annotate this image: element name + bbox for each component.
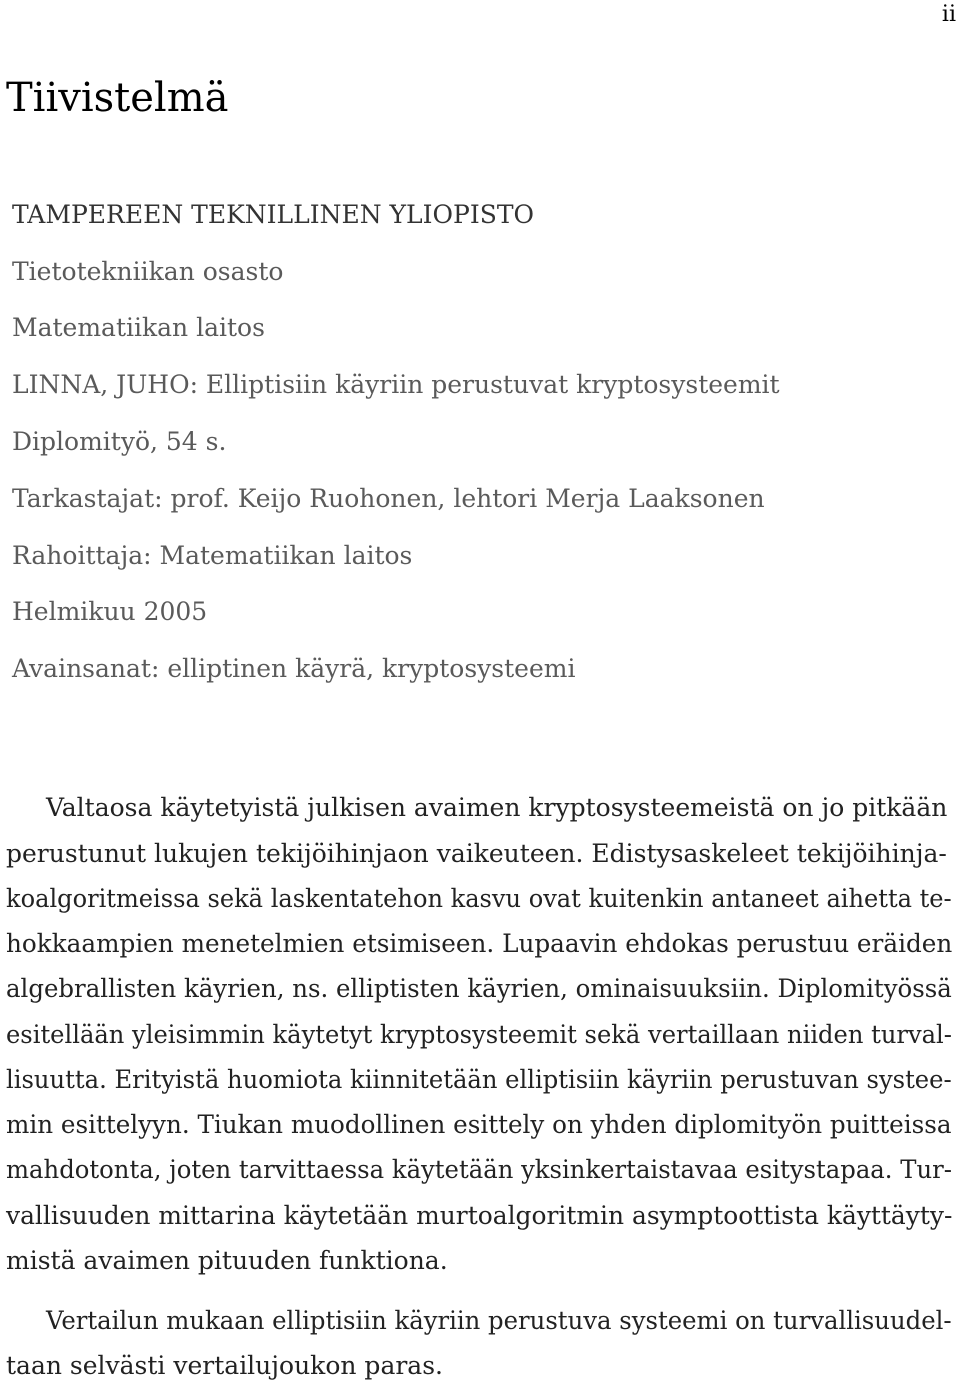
abstract-line: hokkaampien menetelmien etsimiseen. Lupaavin ehdokas perustuu eräiden <box>6 929 953 958</box>
laboratory: Matematiikan laitos <box>12 313 265 342</box>
page-title: Tiivistelmä <box>6 75 229 121</box>
abstract-line: mahdotonta, joten tarvittaessa käytetään yksinkertaistavaa esitystapaa. Tur- <box>6 1155 952 1184</box>
abstract-line: mistä avaimen pituuden funktiona. <box>6 1246 448 1275</box>
university-name: TAMPEREEN TEKNILLINEN YLIOPISTO <box>12 200 535 229</box>
abstract-line: Vertailun mukaan elliptisiin käyriin perustuva systeemi on turvallisuudel- <box>46 1306 952 1335</box>
keywords: Avainsanat: elliptinen käyrä, kryptosysteemi <box>12 654 576 683</box>
abstract-line: algebrallisten käyrien, ns. elliptisten käyrien, ominaisuuksiin. Diplomityössä <box>6 974 952 1003</box>
abstract-line: vallisuuden mittarina käytetään murtoalgoritmin asymptoottista käyttäyty- <box>6 1201 953 1230</box>
abstract-line: perustunut lukujen tekijöihinjaon vaikeuteen. Edistysaskeleet tekijöihinja- <box>6 839 947 868</box>
abstract-line: lisuutta. Erityistä huomiota kiinnitetään elliptisiin käyriin perustuvan systee- <box>6 1065 952 1094</box>
abstract-line: min esittelyyn. Tiukan muodollinen esittely on yhden diplomityön puitteissa <box>6 1110 952 1139</box>
abstract-line: Valtaosa käytetyistä julkisen avaimen kryptosysteemeistä on jo pitkään <box>46 793 948 822</box>
department: Tietotekniikan osasto <box>12 257 284 286</box>
abstract-line: esitellään yleisimmin käytetyt kryptosysteemit sekä vertaillaan niiden turval- <box>6 1020 952 1049</box>
funding: Rahoittaja: Matematiikan laitos <box>12 541 413 570</box>
page-number: ii <box>941 2 956 27</box>
thesis-type: Diplomityö, 54 s. <box>12 427 227 456</box>
author-title: LINNA, JUHO: Elliptisiin käyriin perustuvat kryptosysteemit <box>12 370 780 399</box>
date: Helmikuu 2005 <box>12 597 208 626</box>
examiners: Tarkastajat: prof. Keijo Ruohonen, lehtori Merja Laaksonen <box>12 484 765 513</box>
abstract-line: koalgoritmeissa sekä laskentatehon kasvu ovat kuitenkin antaneet aihetta te- <box>6 884 952 913</box>
abstract-line: taan selvästi vertailujoukon paras. <box>6 1351 443 1380</box>
